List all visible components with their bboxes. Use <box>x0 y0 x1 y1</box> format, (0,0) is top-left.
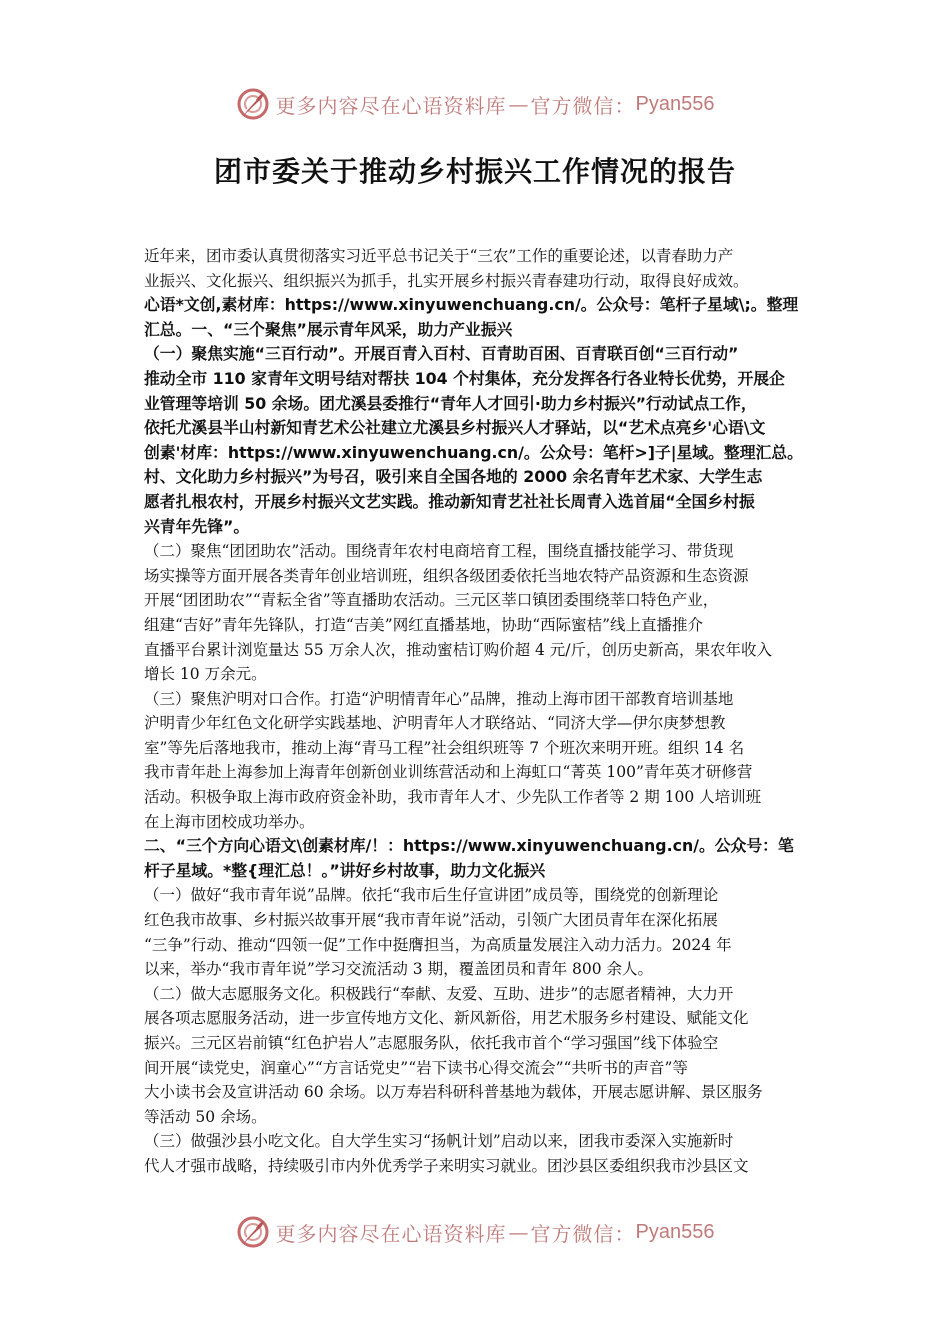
header-banner-text: 更多内容尽在心语资料库 <box>275 93 507 118</box>
paragraph <box>144 687 810 835</box>
text-line: 活动。积极争取上海市政府资金补助，我市青年人才、少先队工作者等 2 期 100 人培训班 <box>144 788 762 807</box>
text-line: 等活动 50 余场。 <box>144 1107 267 1126</box>
text-line: 间开展“读党史，润童心”“方言话党史”“岩下读书心得交流会”“共听书的声音”等 <box>144 1058 688 1077</box>
text-line: 大小读书会及宣讲活动 60 余场。以万寿岩科研科普基地为载体，开展志愿讲解、景区服务 <box>144 1083 763 1102</box>
text-line: 依托尤溪县半山村新知青艺术公社建立尤溪县乡村振兴人才驿站，以“艺术点亮乡'心语\文 <box>144 418 766 438</box>
text-line: 创素'材库：https://www.xinyuwenchuang.cn/。公众号：笔杆>]子|星域。整理汇总。 <box>144 442 803 462</box>
text-line: 展各项志愿服务活动，进一步宣传地方文化、新风新俗，用艺术服务乡村建设、赋能文化 <box>144 1009 749 1028</box>
text-line: 开展“团团助农”“青耘全省”等直播助农活动。三元区莘口镇团委围绕莘口特色产业， <box>144 591 719 610</box>
text-line: 兴青年先锋”。 <box>144 516 250 536</box>
text-line: 以来，举办“我市青年说”学习交流活动 3 期，覆盖团员和青年 800 余人。 <box>144 960 654 979</box>
document-title: 团市委关于推动乡村振兴工作情况的报告 <box>213 155 736 188</box>
text-line: 业管理等培训 50 余场。团尤溪县委推行“青年人才回引·助力乡村振兴”行动试点工作， <box>144 393 757 413</box>
text-line: （三）做强沙县小吃文化。自大学生实习“扬帆计划”启动以来，团我市委深入实施新时 <box>144 1132 734 1151</box>
text-line: 组建“吉好”青年先锋队，打造“吉美”网红直播基地，协助“西际蜜桔”线上直播推介 <box>144 615 704 634</box>
footer-banner-text: 更多内容尽在心语资料库 <box>275 1221 507 1246</box>
header-banner <box>0 84 950 124</box>
text-line: 杆子星域。*整{理汇总！。”讲好乡村故事，助力文化振兴 <box>144 860 546 880</box>
text-line: 沪明青少年红色文化研学实践基地、沪明青年人才联络站、“同济大学—伊尔庚梦想教 <box>144 714 726 733</box>
text-line: “三争”行动、推动“四领一促”工作中挺膺担当，为高质量发展注入动力活力。2024 年 <box>144 935 732 954</box>
text-line: 业振兴、文化振兴、组织振兴为抓手，扎实开展乡村振兴青春建功行动，取得良好成效。 <box>144 271 749 290</box>
paragraph <box>144 883 810 981</box>
paragraph <box>144 244 810 293</box>
text-line: 室”等先后落地我市，推动上海“青马工程”社会组织班等 7 个班次来明开班。组织 14 名 <box>144 738 745 757</box>
text-line: （二）聚焦“团团助农”活动。围绕青年农村电商培育工程，围绕直播技能学习、带货现 <box>144 542 734 561</box>
text-line: 直播平台累计浏览量达 55 万余人次，推动蜜桔订购价超 4 元/斤，创历史新高，果农年收入 <box>144 640 773 659</box>
footer-wechat-id: Pyan556 <box>635 1220 715 1243</box>
text-line: （一）聚焦实施“三百行动”。开展百青入百村、百青助百困、百青联百创“三百行动” <box>144 344 739 364</box>
text-line: （三）聚焦沪明对口合作。打造“沪明情青年心”品牌，推动上海市团干部教育培训基地 <box>144 689 734 708</box>
text-line: 在上海市团校成功举办。 <box>144 812 315 831</box>
text-line: 推动全市 110 家青年文明号结对帮扶 104 个村集体，充分发挥各行各业特长优势，开展企 <box>144 368 785 388</box>
quill-logo-icon <box>236 1215 270 1249</box>
header-wechat-id: Pyan556 <box>635 92 715 115</box>
text-line: （一）做好“我市青年说”品牌。依托“我市后生仔宣讲团”成员等，围绕党的创新理论 <box>144 886 719 905</box>
text-line: 增长 10 万余元。 <box>144 665 267 684</box>
quill-logo-icon <box>236 87 270 121</box>
text-line: 村、文化助力乡村振兴”为号召，吸引来自全国各地的 2000 余名青年艺术家、大学生志 <box>144 467 763 487</box>
text-line: 近年来，团市委认真贯彻落实习近平总书记关于“三农”工作的重要论述，以青春助力产 <box>144 247 734 265</box>
footer-banner-separator: — <box>508 1220 529 1244</box>
paragraph <box>144 293 810 539</box>
text-line: 心语*文创,素材库：https://www.xinyuwenchuang.cn/。公众号：笔杆子星域\;。整理 <box>144 295 799 315</box>
text-line: 我市青年赴上海参加上海青年创新创业训练营活动和上海虹口“菁英 100”青年英才研修营 <box>144 763 753 782</box>
text-line: 愿者扎根农村，开展乡村振兴文艺实践。推动新知青艺社社长周青入选首届“全国乡村振 <box>144 491 755 511</box>
text-line: 汇总。一、“三个聚焦”展示青年风采，助力产业振兴 <box>144 319 513 339</box>
paragraph <box>144 982 810 1130</box>
header-banner-label: 官方微信： <box>530 93 636 118</box>
text-line: 二、“三个方向心语文\创素材库/！：https://www.xinyuwenchuang.cn/。公众号：笔 <box>144 836 794 856</box>
text-line: 红色我市故事、乡村振兴故事开展“我市青年说”活动，引领广大团员青年在深化拓展 <box>144 911 718 930</box>
text-line: 振兴。三元区岩前镇“红色护岩人”志愿服务队，依托我市首个“学习强国”线下体验空 <box>144 1034 719 1052</box>
text-line: 场实操等方面开展各类青年创业培训班，组织各级团委依托当地农特产品资源和生态资源 <box>144 566 749 585</box>
header-banner-separator: — <box>508 92 529 116</box>
footer-banner-label: 官方微信： <box>530 1221 636 1246</box>
paragraph <box>144 834 810 883</box>
paragraph <box>144 539 810 687</box>
footer-banner <box>0 1212 950 1252</box>
text-line: （二）做大志愿服务文化。积极践行“奉献、友爱、互助、进步”的志愿者精神，大力开 <box>144 984 734 1003</box>
text-line: 代人才强市战略，持续吸引市内外优秀学子来明实习就业。团沙县区委组织我市沙县区文 <box>144 1156 749 1175</box>
paragraph <box>144 1129 810 1178</box>
document-body <box>144 244 810 1179</box>
